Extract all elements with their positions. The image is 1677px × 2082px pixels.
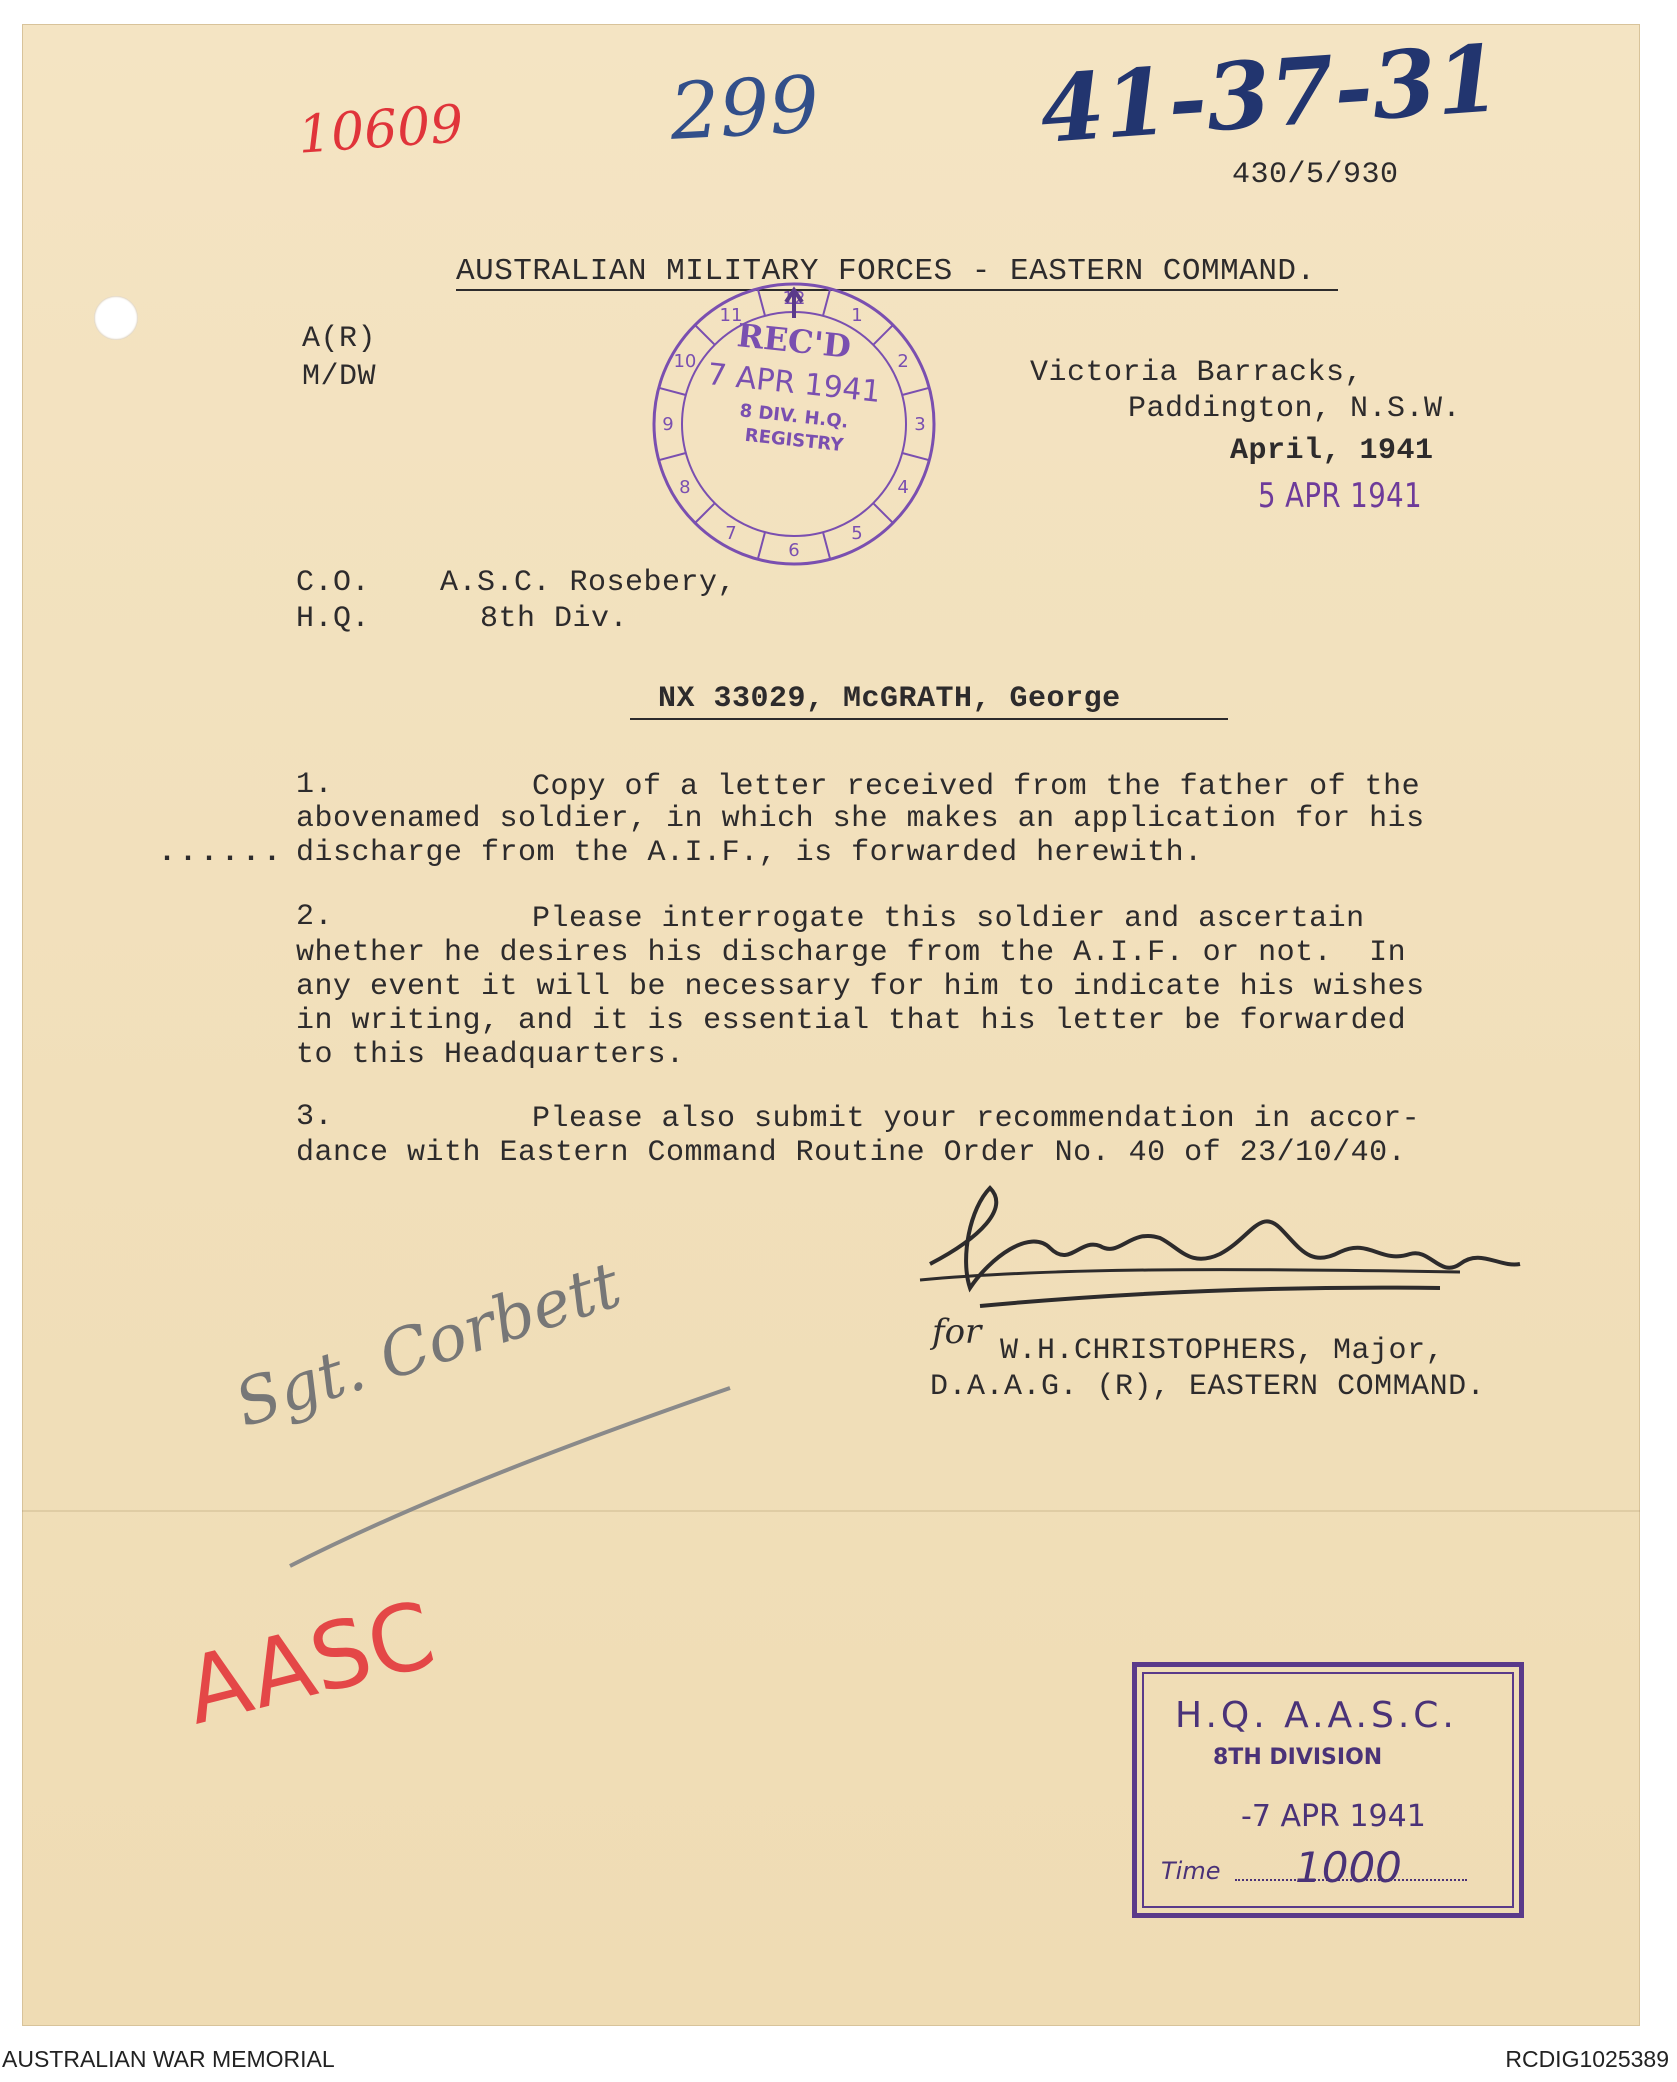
stamp-clock-tick [758,289,765,316]
subject-line: NX 33029, McGRATH, George [658,682,1121,716]
signer-name: W.H.CHRISTOPHERS, Major, [1000,1334,1445,1368]
paragraph-number: 3. [296,1100,334,1134]
hq-stamp-title: H.Q. A.A.S.C. [1175,1695,1458,1736]
stamp-clock-tick [823,532,830,559]
handwritten-file-number-red: 10609 [296,94,466,166]
paragraph-line: in writing, and it is essential that his letter be forwarded [296,1004,1407,1038]
paragraph-line: dance with Eastern Command Routine Order No. 40 of 23/10/40. [296,1136,1407,1170]
stamp-clock-tick [659,453,686,460]
address-line-2: Paddington, N.S.W. [1128,392,1462,426]
signer-title: D.A.A.G. (R), EASTERN COMMAND. [930,1370,1486,1404]
stamp-clock-number: 1 [851,304,863,326]
stamp-clock-number: 11 [719,304,743,326]
stamp-clock-number: 4 [897,477,909,498]
stamp-clock-number: 7 [725,523,737,545]
paragraph-number: 2. [296,900,334,934]
recipient-line-1-label: C.O. [296,566,371,600]
recipient-line-2-value: 8th Div. [480,602,629,636]
stamp-clock-number: 12 [782,288,806,309]
received-stamp-label: REC'D [735,316,853,366]
paragraph-line: Please interrogate this soldier and ascertain [532,902,1365,936]
received-stamp-date: 7 APR 1941 [705,357,883,410]
paragraph-line: Copy of a letter received from the father of the [532,770,1421,804]
paragraph-line: discharge from the A.I.F., is forwarded herewith. [296,836,1203,870]
received-stamp-unit: 8 DIV. H.Q. [738,400,850,433]
hq-stamp-date: -7 APR 1941 [1241,1799,1426,1834]
paper-fold-line [22,1510,1640,1512]
stamp-clock-tick [695,503,715,523]
stamp-clock-number: 3 [914,414,926,435]
paragraph-line: any event it will be necessary for him to indicate his wishes [296,970,1425,1004]
margin-marker: ...... [158,836,285,870]
stamp-clock-tick [758,532,765,559]
reference-number: 430/5/930 [1232,158,1399,192]
stamp-clock-number: 6 [788,540,800,561]
reference-code-b: M/DW [302,360,377,394]
handwritten-signature [900,1168,1540,1338]
recipient-line-1-value: A.S.C. Rosebery, [440,566,737,600]
stamp-clock-tick [823,289,830,316]
stamp-clock-number: 10 [673,351,697,372]
paragraph-line: abovenamed soldier, in which she makes an application for his [296,802,1425,836]
paragraph-number: 1. [296,768,334,802]
address-line-1: Victoria Barracks, [1030,356,1364,390]
recipient-line-2-label: H.Q. [296,602,371,636]
received-stamp [648,278,940,570]
footer-catalogue-id: RCDIG1025389 [1505,2046,1669,2072]
handwritten-file-number-top-right: 41-37-31 [1036,24,1504,164]
hq-stamp-division: 8TH DIVISION [1213,1745,1383,1770]
stamp-clock-number: 8 [679,477,691,498]
hq-stamp-time-label: Time [1161,1857,1221,1885]
stamp-clock-number: 5 [851,523,863,545]
reference-code-a: A(R) [302,322,377,356]
signature-per: for [932,1312,982,1352]
handwritten-aasc: AASC [175,1580,445,1746]
hq-stamp-time-value: 1000 [1295,1843,1402,1892]
letterhead: AUSTRALIAN MILITARY FORCES - EASTERN COMMAND. [456,254,1316,289]
stamp-clock-tick [873,503,893,523]
letter-date: April, 1941 [1230,434,1434,468]
date-received-stamp: 5 APR 1941 [1258,476,1423,516]
handwritten-file-number-blue: 299 [667,60,822,158]
subject-underline [630,718,1228,720]
footer-archive-name: AUSTRALIAN WAR MEMORIAL [2,2046,335,2072]
hq-aasc-stamp [1132,1662,1524,1918]
stamp-clock-number: 2 [897,351,909,372]
punch-hole [94,296,138,340]
paragraph-line: to this Headquarters. [296,1038,685,1072]
paragraph-line: whether he desires his discharge from the A.I.F. or not. In [296,936,1407,970]
stamp-clock-number: 9 [662,414,674,435]
pencil-note: Sgt. Corbett [226,1248,630,1443]
paragraph-line: Please also submit your recommendation in accor- [532,1102,1421,1136]
received-stamp-registry: REGISTRY [743,424,845,457]
